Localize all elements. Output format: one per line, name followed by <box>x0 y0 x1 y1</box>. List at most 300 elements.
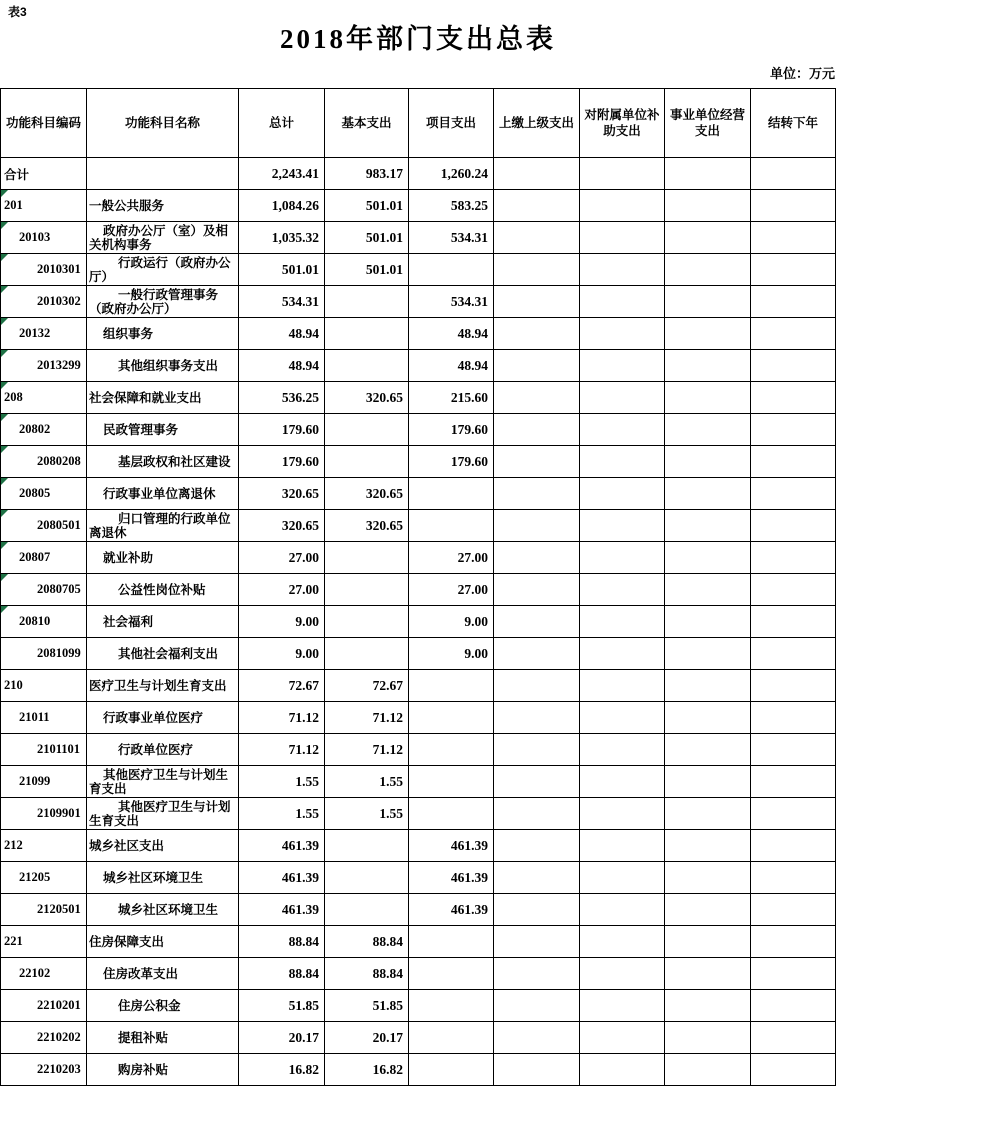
cell-basic: 320.65 <box>325 478 409 510</box>
cell-upper <box>494 446 580 478</box>
cell-name: 其他组织事务支出 <box>87 350 239 382</box>
cell-operating <box>665 382 751 414</box>
column-header-code: 功能科目编码 <box>1 89 87 158</box>
cell-subsidy <box>580 446 665 478</box>
cell-name: 住房改革支出 <box>87 958 239 990</box>
table-row <box>1 830 836 862</box>
cell-upper <box>494 766 580 798</box>
table-row <box>1 382 836 414</box>
cell-project <box>409 702 494 734</box>
cell-carryover <box>751 542 836 574</box>
cell-subsidy <box>580 670 665 702</box>
cell-name: 社会福利 <box>87 606 239 638</box>
header-row <box>1 89 836 158</box>
cell-basic: 88.84 <box>325 958 409 990</box>
cell-project: 9.00 <box>409 638 494 670</box>
cell-carryover <box>751 702 836 734</box>
table-row <box>1 414 836 446</box>
cell-project: 461.39 <box>409 830 494 862</box>
cell-code: 21205 <box>1 862 87 894</box>
cell-subsidy <box>580 382 665 414</box>
cell-basic <box>325 894 409 926</box>
cell-total: 88.84 <box>239 926 325 958</box>
cell-code: 20802 <box>1 414 87 446</box>
cell-operating <box>665 350 751 382</box>
cell-basic <box>325 574 409 606</box>
cell-name: 行政事业单位医疗 <box>87 702 239 734</box>
cell-upper <box>494 190 580 222</box>
cell-subsidy <box>580 990 665 1022</box>
cell-total: 1.55 <box>239 766 325 798</box>
cell-code: 2120501 <box>1 894 87 926</box>
cell-operating <box>665 1022 751 1054</box>
page-title: 2018年部门支出总表 <box>280 24 556 54</box>
error-flag-triangle-icon <box>1 254 8 261</box>
cell-basic: 983.17 <box>325 158 409 190</box>
cell-upper <box>494 542 580 574</box>
cell-project: 215.60 <box>409 382 494 414</box>
cell-name: 住房保障支出 <box>87 926 239 958</box>
table-row <box>1 734 836 766</box>
cell-subsidy <box>580 798 665 830</box>
expenditure-table <box>0 88 836 1086</box>
cell-total: 461.39 <box>239 894 325 926</box>
table-row <box>1 158 836 190</box>
cell-subsidy <box>580 574 665 606</box>
cell-project <box>409 510 494 542</box>
cell-upper <box>494 926 580 958</box>
cell-upper <box>494 830 580 862</box>
cell-carryover <box>751 606 836 638</box>
cell-basic: 71.12 <box>325 734 409 766</box>
cell-basic: 20.17 <box>325 1022 409 1054</box>
cell-project <box>409 926 494 958</box>
cell-basic: 16.82 <box>325 1054 409 1086</box>
cell-carryover <box>751 638 836 670</box>
cell-basic <box>325 414 409 446</box>
cell-basic <box>325 318 409 350</box>
cell-total: 9.00 <box>239 638 325 670</box>
cell-upper <box>494 350 580 382</box>
cell-name: 行政运行（政府办公厅） <box>87 254 239 286</box>
column-header-name: 功能科目名称 <box>87 89 239 158</box>
cell-name <box>87 158 239 190</box>
table-row <box>1 542 836 574</box>
cell-carryover <box>751 190 836 222</box>
cell-subsidy <box>580 830 665 862</box>
cell-carryover <box>751 926 836 958</box>
cell-name: 一般行政管理事务（政府办公厅） <box>87 286 239 318</box>
cell-operating <box>665 766 751 798</box>
cell-code: 20810 <box>1 606 87 638</box>
cell-subsidy <box>580 606 665 638</box>
column-header-basic: 基本支出 <box>325 89 409 158</box>
cell-name: 民政管理事务 <box>87 414 239 446</box>
cell-code: 201 <box>1 190 87 222</box>
table-row <box>1 798 836 830</box>
cell-subsidy <box>580 286 665 318</box>
cell-project: 27.00 <box>409 542 494 574</box>
cell-total: 461.39 <box>239 862 325 894</box>
cell-name: 其他社会福利支出 <box>87 638 239 670</box>
cell-project <box>409 1054 494 1086</box>
cell-total: 27.00 <box>239 542 325 574</box>
cell-project: 179.60 <box>409 446 494 478</box>
cell-basic <box>325 446 409 478</box>
cell-operating <box>665 926 751 958</box>
error-flag-triangle-icon <box>1 318 8 325</box>
cell-name: 公益性岗位补贴 <box>87 574 239 606</box>
cell-basic: 320.65 <box>325 382 409 414</box>
table-row <box>1 1022 836 1054</box>
cell-basic <box>325 862 409 894</box>
cell-total: 9.00 <box>239 606 325 638</box>
table-row <box>1 990 836 1022</box>
cell-total: 1,035.32 <box>239 222 325 254</box>
cell-upper <box>494 254 580 286</box>
cell-code: 2109901 <box>1 798 87 830</box>
cell-project <box>409 478 494 510</box>
cell-upper <box>494 734 580 766</box>
cell-carryover <box>751 830 836 862</box>
column-header-total: 总计 <box>239 89 325 158</box>
cell-code: 212 <box>1 830 87 862</box>
cell-project: 179.60 <box>409 414 494 446</box>
cell-total: 16.82 <box>239 1054 325 1086</box>
cell-name: 政府办公厅（室）及相关机构事务 <box>87 222 239 254</box>
cell-operating <box>665 254 751 286</box>
cell-name: 其他医疗卫生与计划生育支出 <box>87 798 239 830</box>
error-flag-triangle-icon <box>1 222 8 229</box>
cell-name: 社会保障和就业支出 <box>87 382 239 414</box>
cell-upper <box>494 1054 580 1086</box>
cell-code: 21099 <box>1 766 87 798</box>
cell-project <box>409 958 494 990</box>
table-row <box>1 574 836 606</box>
cell-subsidy <box>580 158 665 190</box>
cell-basic <box>325 286 409 318</box>
cell-operating <box>665 830 751 862</box>
cell-operating <box>665 638 751 670</box>
cell-subsidy <box>580 862 665 894</box>
cell-total: 534.31 <box>239 286 325 318</box>
cell-project: 48.94 <box>409 350 494 382</box>
cell-upper <box>494 798 580 830</box>
cell-operating <box>665 414 751 446</box>
cell-code: 20103 <box>1 222 87 254</box>
sheet-label: 表3 <box>8 5 27 19</box>
cell-code: 2210202 <box>1 1022 87 1054</box>
table-row <box>1 638 836 670</box>
cell-name: 组织事务 <box>87 318 239 350</box>
column-header-subsidy: 对附属单位补助支出 <box>580 89 665 158</box>
table-row <box>1 1054 836 1086</box>
cell-carryover <box>751 734 836 766</box>
cell-project: 27.00 <box>409 574 494 606</box>
cell-code: 208 <box>1 382 87 414</box>
cell-code: 2210203 <box>1 1054 87 1086</box>
table-row <box>1 606 836 638</box>
cell-upper <box>494 222 580 254</box>
cell-name: 提租补贴 <box>87 1022 239 1054</box>
cell-total: 48.94 <box>239 318 325 350</box>
cell-upper <box>494 158 580 190</box>
cell-total: 320.65 <box>239 510 325 542</box>
cell-total: 48.94 <box>239 350 325 382</box>
cell-name: 其他医疗卫生与计划生育支出 <box>87 766 239 798</box>
cell-subsidy <box>580 414 665 446</box>
cell-operating <box>665 894 751 926</box>
cell-carryover <box>751 1054 836 1086</box>
cell-name: 城乡社区环境卫生 <box>87 894 239 926</box>
cell-operating <box>665 510 751 542</box>
cell-project: 9.00 <box>409 606 494 638</box>
cell-name: 城乡社区环境卫生 <box>87 862 239 894</box>
error-flag-triangle-icon <box>1 542 8 549</box>
cell-total: 71.12 <box>239 734 325 766</box>
cell-basic: 501.01 <box>325 190 409 222</box>
cell-code: 2101101 <box>1 734 87 766</box>
cell-carryover <box>751 670 836 702</box>
cell-operating <box>665 702 751 734</box>
cell-code: 2210201 <box>1 990 87 1022</box>
cell-carryover <box>751 286 836 318</box>
cell-code: 20132 <box>1 318 87 350</box>
error-flag-triangle-icon <box>1 446 8 453</box>
error-flag-triangle-icon <box>1 510 8 517</box>
cell-subsidy <box>580 894 665 926</box>
cell-carryover <box>751 574 836 606</box>
cell-basic <box>325 638 409 670</box>
cell-operating <box>665 670 751 702</box>
cell-total: 51.85 <box>239 990 325 1022</box>
cell-basic: 72.67 <box>325 670 409 702</box>
cell-subsidy <box>580 318 665 350</box>
cell-name: 城乡社区支出 <box>87 830 239 862</box>
cell-carryover <box>751 414 836 446</box>
cell-subsidy <box>580 190 665 222</box>
cell-name: 就业补助 <box>87 542 239 574</box>
cell-carryover <box>751 382 836 414</box>
column-header-upper: 上缴上级支出 <box>494 89 580 158</box>
cell-operating <box>665 606 751 638</box>
cell-operating <box>665 286 751 318</box>
cell-carryover <box>751 766 836 798</box>
cell-basic <box>325 830 409 862</box>
cell-project: 534.31 <box>409 222 494 254</box>
cell-subsidy <box>580 766 665 798</box>
cell-carryover <box>751 958 836 990</box>
cell-subsidy <box>580 702 665 734</box>
cell-code: 2010302 <box>1 286 87 318</box>
cell-code: 2080705 <box>1 574 87 606</box>
cell-basic: 71.12 <box>325 702 409 734</box>
cell-code: 221 <box>1 926 87 958</box>
cell-project: 461.39 <box>409 894 494 926</box>
cell-code: 2081099 <box>1 638 87 670</box>
cell-operating <box>665 958 751 990</box>
cell-total: 71.12 <box>239 702 325 734</box>
cell-name: 医疗卫生与计划生育支出 <box>87 670 239 702</box>
cell-subsidy <box>580 478 665 510</box>
cell-total: 320.65 <box>239 478 325 510</box>
cell-carryover <box>751 1022 836 1054</box>
error-flag-triangle-icon <box>1 574 8 581</box>
cell-basic: 88.84 <box>325 926 409 958</box>
error-flag-triangle-icon <box>1 478 8 485</box>
cell-code: 2080501 <box>1 510 87 542</box>
cell-basic <box>325 350 409 382</box>
cell-subsidy <box>580 734 665 766</box>
cell-basic: 51.85 <box>325 990 409 1022</box>
cell-operating <box>665 798 751 830</box>
cell-code: 20807 <box>1 542 87 574</box>
cell-carryover <box>751 318 836 350</box>
cell-upper <box>494 702 580 734</box>
column-header-project: 项目支出 <box>409 89 494 158</box>
cell-carryover <box>751 158 836 190</box>
table-row <box>1 670 836 702</box>
cell-upper <box>494 1022 580 1054</box>
cell-subsidy <box>580 222 665 254</box>
cell-total: 2,243.41 <box>239 158 325 190</box>
unit-note: 单位：万元 <box>769 66 835 81</box>
cell-upper <box>494 478 580 510</box>
cell-upper <box>494 894 580 926</box>
cell-basic: 501.01 <box>325 254 409 286</box>
cell-upper <box>494 574 580 606</box>
table-body <box>1 158 836 1086</box>
table-row <box>1 766 836 798</box>
cell-carryover <box>751 894 836 926</box>
table-row <box>1 286 836 318</box>
cell-project <box>409 798 494 830</box>
cell-code: 2080208 <box>1 446 87 478</box>
cell-total: 461.39 <box>239 830 325 862</box>
cell-subsidy <box>580 638 665 670</box>
cell-upper <box>494 286 580 318</box>
cell-code: 2013299 <box>1 350 87 382</box>
cell-subsidy <box>580 542 665 574</box>
cell-operating <box>665 318 751 350</box>
cell-basic <box>325 606 409 638</box>
cell-upper <box>494 670 580 702</box>
cell-operating <box>665 222 751 254</box>
cell-total: 72.67 <box>239 670 325 702</box>
cell-total: 1.55 <box>239 798 325 830</box>
cell-carryover <box>751 478 836 510</box>
cell-upper <box>494 382 580 414</box>
cell-carryover <box>751 446 836 478</box>
cell-upper <box>494 990 580 1022</box>
cell-project: 48.94 <box>409 318 494 350</box>
cell-code: 20805 <box>1 478 87 510</box>
table-row <box>1 510 836 542</box>
column-header-carryover: 结转下年 <box>751 89 836 158</box>
cell-operating <box>665 446 751 478</box>
cell-upper <box>494 958 580 990</box>
cell-name: 归口管理的行政单位离退休 <box>87 510 239 542</box>
cell-carryover <box>751 222 836 254</box>
error-flag-triangle-icon <box>1 606 8 613</box>
error-flag-triangle-icon <box>1 286 8 293</box>
cell-total: 179.60 <box>239 446 325 478</box>
cell-upper <box>494 606 580 638</box>
cell-basic: 1.55 <box>325 798 409 830</box>
cell-name: 住房公积金 <box>87 990 239 1022</box>
cell-project: 461.39 <box>409 862 494 894</box>
cell-code: 2010301 <box>1 254 87 286</box>
cell-total: 27.00 <box>239 574 325 606</box>
table-row <box>1 702 836 734</box>
cell-upper <box>494 638 580 670</box>
cell-operating <box>665 190 751 222</box>
cell-total: 88.84 <box>239 958 325 990</box>
cell-project: 583.25 <box>409 190 494 222</box>
cell-carryover <box>751 990 836 1022</box>
cell-operating <box>665 862 751 894</box>
cell-project <box>409 766 494 798</box>
cell-upper <box>494 862 580 894</box>
cell-carryover <box>751 350 836 382</box>
table-row <box>1 254 836 286</box>
cell-carryover <box>751 510 836 542</box>
cell-total: 20.17 <box>239 1022 325 1054</box>
cell-project: 1,260.24 <box>409 158 494 190</box>
cell-operating <box>665 574 751 606</box>
cell-subsidy <box>580 254 665 286</box>
table-row <box>1 894 836 926</box>
cell-subsidy <box>580 1054 665 1086</box>
cell-operating <box>665 990 751 1022</box>
cell-name: 购房补贴 <box>87 1054 239 1086</box>
cell-code: 22102 <box>1 958 87 990</box>
cell-name: 行政事业单位离退休 <box>87 478 239 510</box>
cell-total: 501.01 <box>239 254 325 286</box>
cell-code: 210 <box>1 670 87 702</box>
cell-project <box>409 734 494 766</box>
cell-operating <box>665 734 751 766</box>
cell-project <box>409 990 494 1022</box>
table-row <box>1 446 836 478</box>
table-row <box>1 926 836 958</box>
cell-carryover <box>751 862 836 894</box>
cell-operating <box>665 1054 751 1086</box>
cell-upper <box>494 318 580 350</box>
error-flag-triangle-icon <box>1 382 8 389</box>
cell-carryover <box>751 798 836 830</box>
cell-carryover <box>751 254 836 286</box>
error-flag-triangle-icon <box>1 414 8 421</box>
cell-subsidy <box>580 958 665 990</box>
cell-operating <box>665 158 751 190</box>
cell-subsidy <box>580 926 665 958</box>
cell-project <box>409 1022 494 1054</box>
cell-total: 179.60 <box>239 414 325 446</box>
cell-total: 1,084.26 <box>239 190 325 222</box>
cell-code: 21011 <box>1 702 87 734</box>
cell-operating <box>665 542 751 574</box>
cell-basic: 320.65 <box>325 510 409 542</box>
cell-subsidy <box>580 1022 665 1054</box>
cell-upper <box>494 510 580 542</box>
column-header-operating: 事业单位经营支出 <box>665 89 751 158</box>
table-row <box>1 190 836 222</box>
cell-name: 行政单位医疗 <box>87 734 239 766</box>
table-row <box>1 350 836 382</box>
error-flag-triangle-icon <box>1 350 8 357</box>
cell-project: 534.31 <box>409 286 494 318</box>
